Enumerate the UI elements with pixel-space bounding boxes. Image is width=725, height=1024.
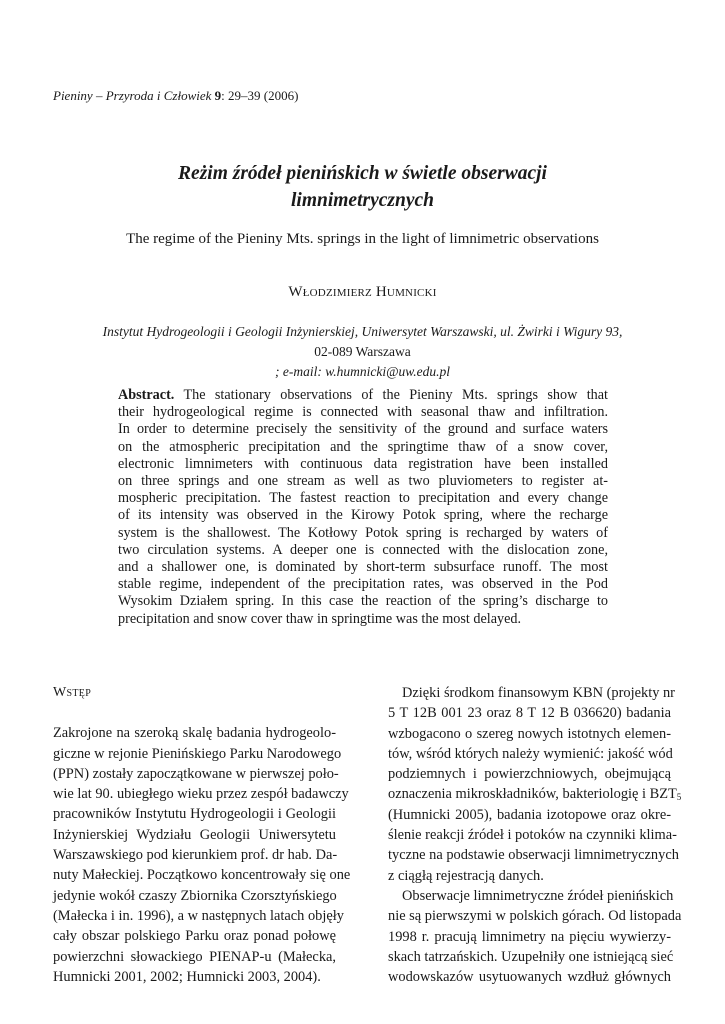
abstract-line: precipitation and snow cover thaw in springtime was the most delayed. — [118, 610, 522, 627]
body-line: wzbogacono o szereg nowych istotnych elemen- — [388, 725, 671, 742]
abstract-line: mospheric precipitation. The fastest reaction to precipitation and every change — [118, 490, 608, 507]
abstract-line: Wysokim Działem spring. In this case the reaction of the spring’s discharge to — [118, 593, 608, 610]
abstract-label: Abstract. — [118, 387, 175, 403]
abstract-text: The stationary observations of the Pieniny Mts. springs show that — [174, 387, 608, 403]
body-line: skach tatrzańskich. Uzupełniły one istniejącą sieć — [388, 948, 674, 965]
title-line-1: Reżim źródeł pienińskich w świetle obserwacji — [178, 163, 547, 184]
body-line: wie lat 90. ubiegłego wieku przez zespół badawczy — [53, 786, 349, 803]
body-line: tów, wśród których należy wymienić: jakość wód — [388, 745, 673, 762]
abstract-line: system is the shallowest. The Kotłowy Potok spring is recharged by waters of — [118, 524, 608, 541]
body-line: podziemnych i powierzchniowych, obejmującą — [388, 766, 671, 783]
body-line: Zakrojone na szeroką skalę badania hydrogeolo- — [53, 725, 336, 742]
left-column — [53, 683, 351, 987]
body-line — [388, 784, 682, 804]
abstract-line: electronic limnimeters with continuous data registration have been installed — [118, 455, 608, 472]
body-line: cały obszar polskiego Parku oraz ponad połowę — [53, 928, 336, 945]
body-line: nuty Małeckiej. Początkowo koncentrowały się one — [53, 867, 351, 884]
abstract-line: of its intensity was observed in the Kirowy Potok spring, where the recharge — [118, 507, 608, 524]
affiliation-line-2 — [30, 342, 695, 382]
abstract-line: and a shallower one, is dominated by short-term subsurface runoff. The most — [118, 559, 608, 576]
bzt-text: oznaczenia mikroskładników, bakteriologię i BZT — [388, 786, 677, 803]
body-line: z ciągłą rejestracją danych. — [388, 867, 544, 884]
body-line: ślenie reakcji źródeł i potoków na czynniki klima- — [388, 827, 677, 844]
abstract-line: their hydrogeological regime is connected with seasonal thaw and infiltration. — [118, 404, 608, 421]
body-line: 1998 r. pracują limnimetry na pięciu wywierzy- — [388, 928, 671, 945]
body-line: nie są pierwszymi w polskich górach. Od listopada — [388, 908, 682, 925]
bzt-subscript: 5 — [676, 792, 682, 803]
journal-pages: : 29–39 (2006) — [221, 88, 299, 103]
body-line: jedynie wokół czaszy Zbiornika Czorsztyńskiego — [53, 887, 337, 904]
body-line: tyczne na podstawie obserwacji limnimetrycznych — [388, 847, 679, 864]
journal-volume: 9 — [214, 88, 222, 103]
abstract-line: on three springs and one stream as well as two pluviometers to register at- — [118, 473, 608, 490]
title-line-2: limnimetrycznych — [291, 190, 434, 211]
section-heading: Wstęp — [53, 685, 92, 700]
english-title: The regime of the Pieniny Mts. springs in the light of limnimetric observations — [126, 231, 599, 247]
affiliation-line-1: Instytut Hydrogeologii i Geologii Inżynierskiej, Uniwersytet Warszawski, ul. Żwirki i Wigury 93, — [102, 324, 623, 339]
body-line: pracowników Instytutu Hydrogeologii i Geologii — [53, 806, 336, 823]
journal-name: Pieniny – Przyroda i Człowiek — [53, 88, 212, 103]
body-line: 5 T 12B 001 23 oraz 8 T 12 B 036620) badania — [388, 705, 671, 722]
author-name: Włodzimierz Humnicki — [288, 284, 437, 300]
abstract — [118, 387, 608, 628]
journal-citation — [53, 88, 298, 104]
body-line: (Humnicki 2005), badania izotopowe oraz okre- — [388, 806, 671, 823]
abstract-line — [118, 387, 608, 404]
abstract-line: In order to determine precisely the sensitivity of the ground and surface waters — [118, 421, 608, 438]
body-line: (Małecka i in. 1996), a w następnych latach objęły — [53, 907, 344, 924]
abstract-line: two circulation systems. A deeper one is connected with the dislocation zone, — [118, 541, 608, 558]
body-line: (PPN) zostały zapoczątkowane w pierwszej poło- — [53, 765, 339, 782]
abstract-line: on the atmospheric precipitation and the springtime thaw of a snow cover, — [118, 438, 608, 455]
abstract-line: stable regime, independent of the precipitation rates, was observed in the Pod — [118, 576, 608, 593]
body-line: Obserwacje limnimetryczne źródeł pienińskich — [402, 887, 674, 904]
body-line: giczne w rejonie Pienińskiego Parku Narodowego — [53, 745, 342, 762]
body-line: Warszawskiego pod kierunkiem prof. dr hab. Da- — [53, 847, 338, 864]
body-line: Inżynierskiej Wydziału Geologii Uniwersytetu — [53, 826, 336, 843]
affiliation-postcode: 02-089 Warszawa — [314, 344, 411, 359]
body-line: Humnicki 2001, 2002; Humnicki 2003, 2004). — [53, 968, 321, 985]
right-column — [388, 683, 682, 987]
paper-title — [60, 160, 665, 214]
body-line: wodowskazów usytuowanych wzdłuż głównych — [388, 969, 671, 986]
affiliation — [30, 322, 695, 382]
affiliation-email: ; e-mail: w.humnicki@uw.edu.pl — [274, 364, 450, 379]
body-line: Dzięki środkom finansowym KBN (projekty nr — [402, 685, 675, 701]
body-line: powierzchni słowackiego PIENAP-u (Małecka, — [53, 948, 336, 965]
